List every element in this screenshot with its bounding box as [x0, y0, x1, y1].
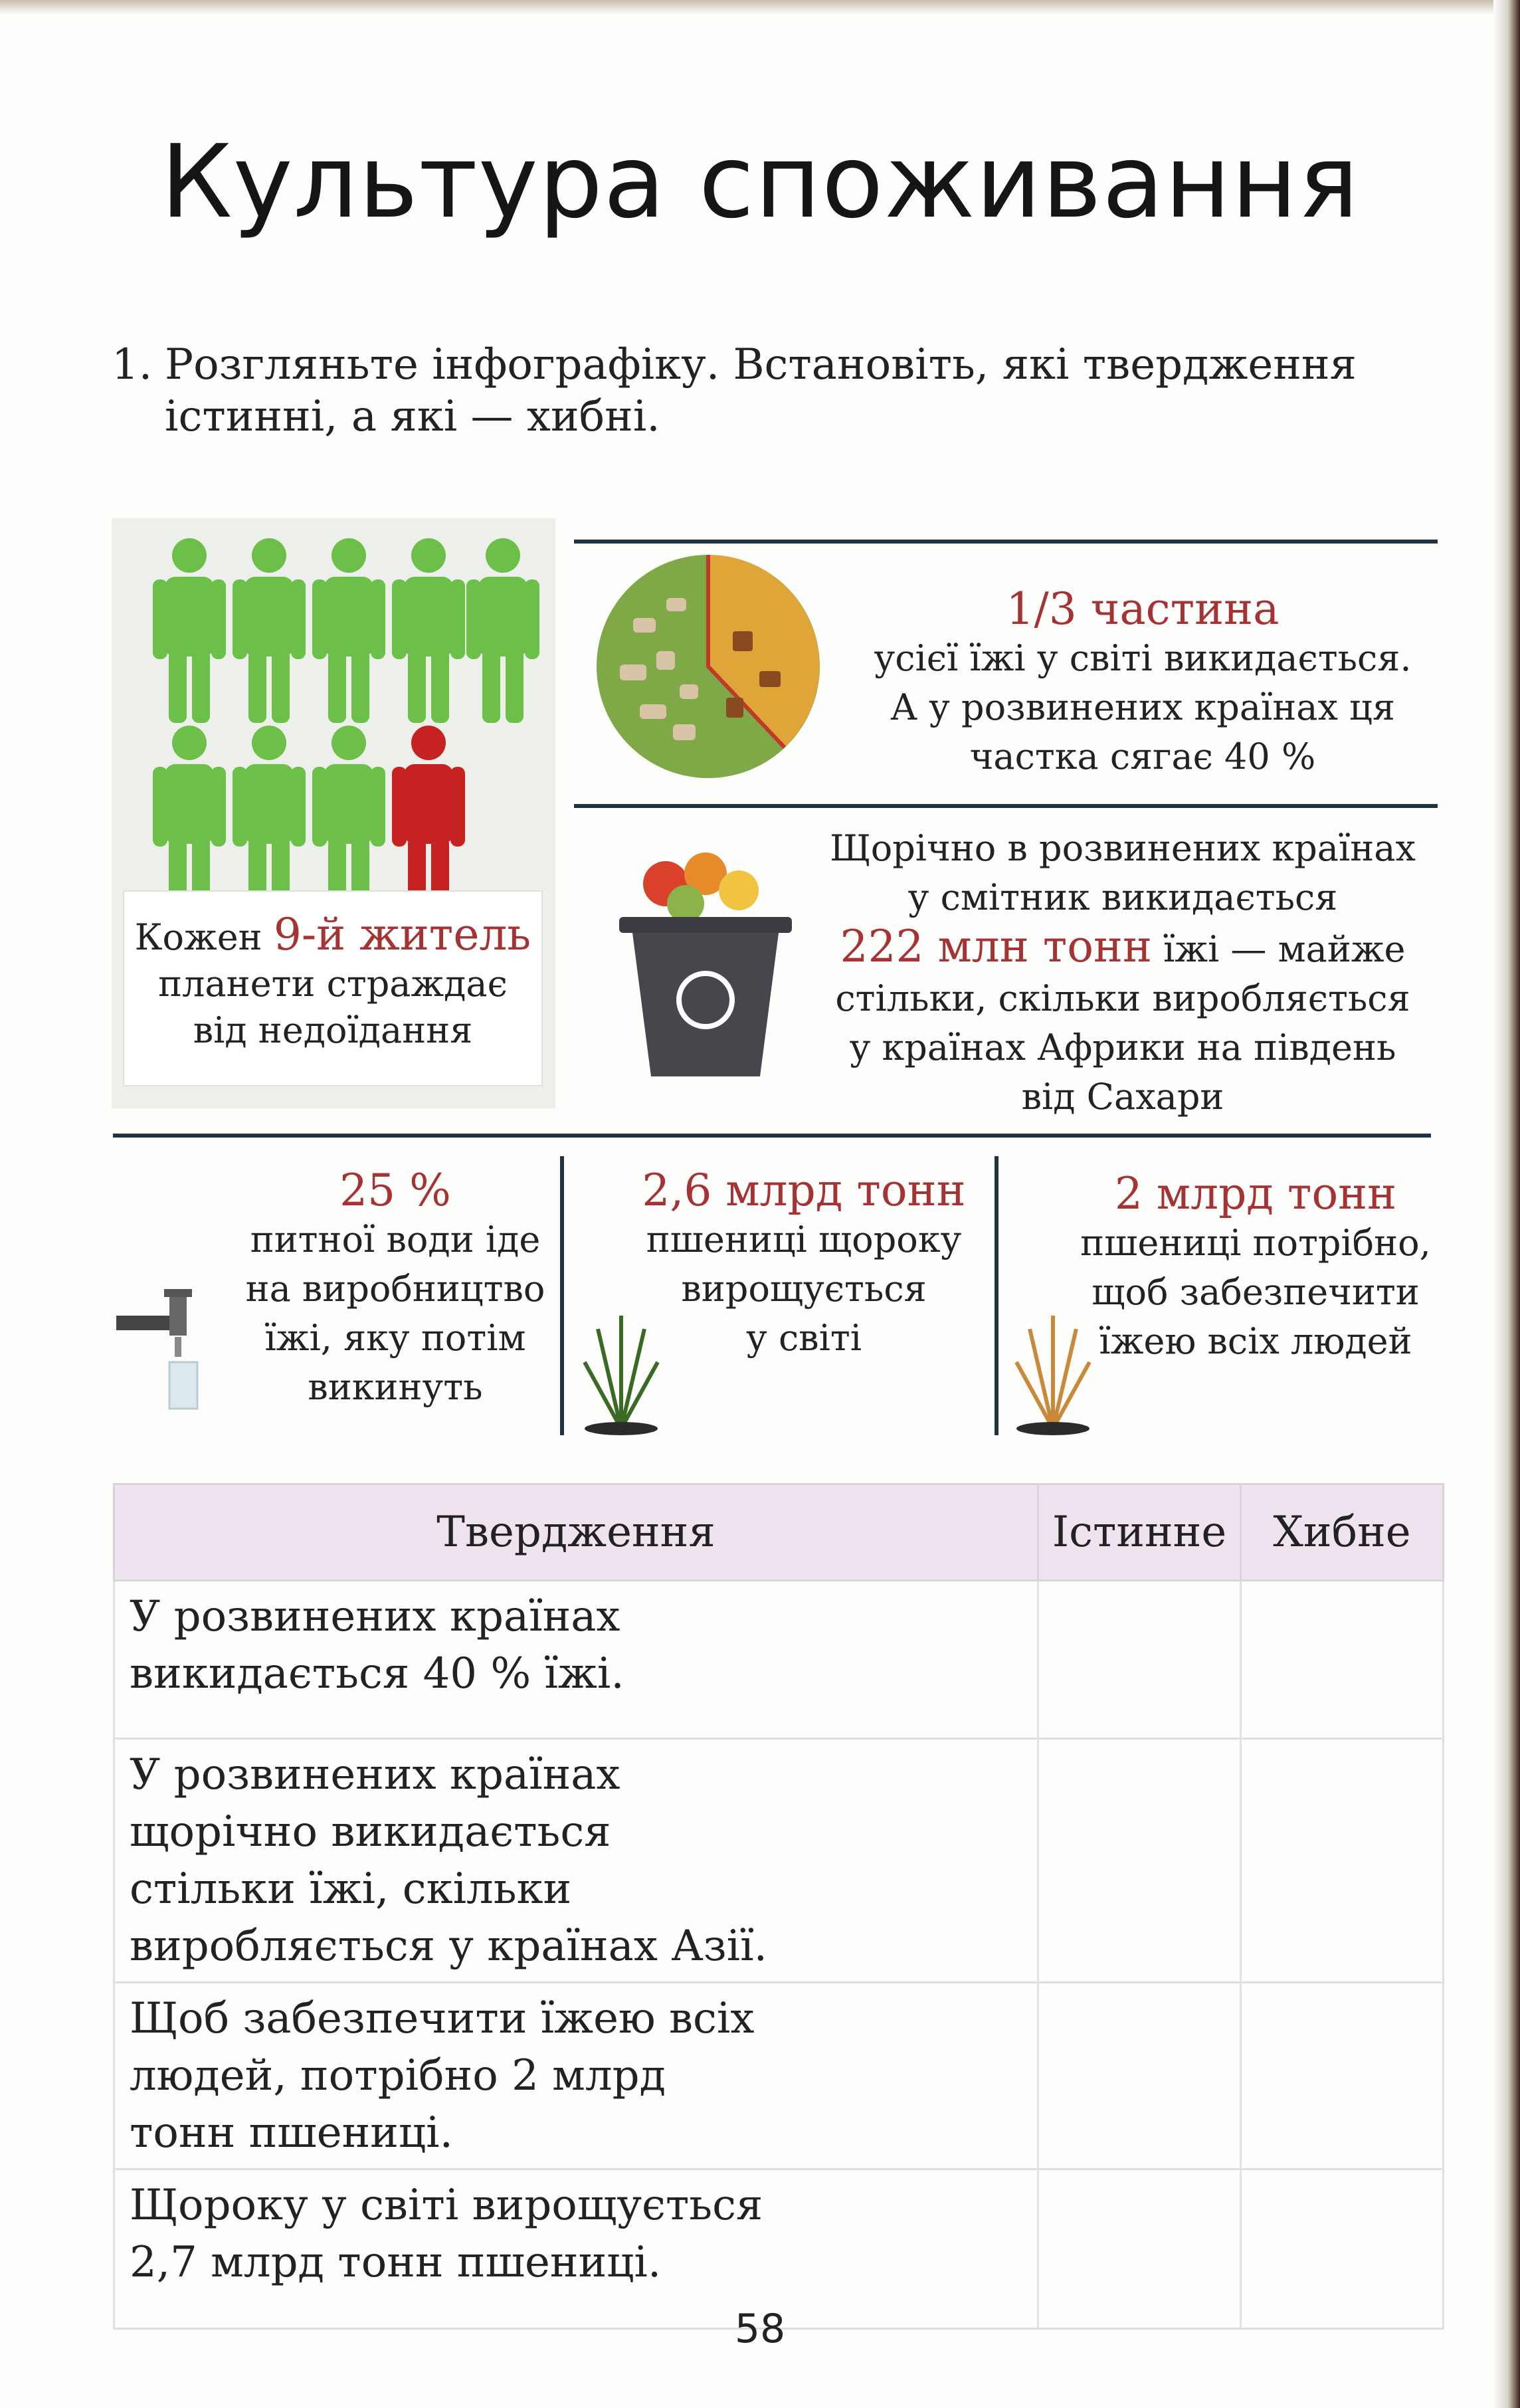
- water-line2: на виробництво: [245, 1268, 545, 1310]
- bin-line4: стільки, скільки виробляється: [835, 977, 1410, 1019]
- table-header-row: [114, 1484, 1444, 1581]
- statements-table: [113, 1483, 1444, 2330]
- table-row: [114, 2169, 1444, 2329]
- bin-line6: від Сахари: [1021, 1076, 1224, 1118]
- table-row: [114, 1581, 1444, 1739]
- divider-top: [574, 540, 1438, 544]
- table-row: [114, 1739, 1444, 1983]
- task-text: Розгляньте інфографіку. Встановіть, які твердження істинні, а які — хибні.: [165, 340, 1357, 441]
- waste-share-line1: усієї їжі у світі викидається.: [874, 637, 1412, 679]
- water-block: [233, 1166, 558, 1412]
- statement-text: У розвинених країнах викидається 40 % їжі.: [114, 1581, 1038, 1739]
- page-number: 58: [734, 2306, 786, 2352]
- bin-line1: Щорічно в розвинених країнах: [830, 827, 1416, 869]
- header-false: Хибне: [1241, 1484, 1444, 1581]
- highlighted-person-icon: [392, 726, 465, 910]
- needed-line1: пшениці потрібно,: [1080, 1222, 1431, 1264]
- waste-share-highlight: 1/3 частина: [1006, 583, 1280, 635]
- waste-share-line2: А у розвинених країнах ця: [890, 686, 1395, 728]
- true-cell[interactable]: [1038, 1581, 1241, 1739]
- false-cell[interactable]: [1241, 2169, 1444, 2329]
- table-row: [114, 1983, 1444, 2169]
- needed-block: [1070, 1169, 1442, 1366]
- true-cell[interactable]: [1038, 2169, 1241, 2329]
- false-cell[interactable]: [1241, 1581, 1444, 1739]
- hunger-highlight: 9-й житель: [273, 909, 531, 960]
- hunger-card: [123, 890, 543, 1086]
- grown-line3: у світі: [746, 1317, 862, 1359]
- false-cell[interactable]: [1241, 1739, 1444, 1983]
- hunger-line2: планети страждає: [158, 963, 508, 1005]
- trash-bin-icon: [613, 844, 799, 1083]
- false-cell[interactable]: [1241, 1983, 1444, 2169]
- divider-lower: [113, 1134, 1431, 1138]
- bin-line3: їжі — майже: [1163, 928, 1406, 970]
- food-plate-icon: [593, 552, 823, 781]
- water-line1: питної води іде: [250, 1219, 541, 1260]
- grown-highlight: 2,6 млрд тонн: [642, 1165, 966, 1216]
- page-top-shadow: [0, 0, 1520, 15]
- true-cell[interactable]: [1038, 1739, 1241, 1983]
- grown-line1: пшениці щороку: [646, 1219, 962, 1260]
- header-statement: Твердження: [114, 1484, 1038, 1581]
- waste-share-block: [850, 585, 1435, 781]
- statement-text: У розвинених країнах щорічно викидається стільки їжі, скільки виробляється у країнах Азії.: [114, 1739, 1038, 1983]
- needed-highlight: 2 млрд тонн: [1114, 1168, 1397, 1219]
- water-highlight: 25 %: [339, 1165, 451, 1216]
- divider-middle: [574, 804, 1438, 808]
- book-spine-edge: [1493, 0, 1520, 2408]
- true-cell[interactable]: [1038, 1983, 1241, 2169]
- bin-line2: у смітник викидається: [907, 876, 1338, 918]
- water-line4: викинуть: [308, 1366, 483, 1408]
- hunger-prefix: Кожен: [134, 916, 262, 958]
- grown-line2: вирощується: [681, 1268, 927, 1310]
- bin-line5: у країнах Африки на південь: [849, 1027, 1396, 1068]
- page-title: Культура споживання: [160, 123, 1360, 241]
- divider-vertical-1: [560, 1156, 564, 1435]
- bin-highlight: 222 млн тонн: [840, 921, 1152, 972]
- task-number: 1.: [112, 340, 153, 389]
- waste-share-line3: частка сягає 40 %: [969, 736, 1316, 777]
- bin-block: [810, 824, 1435, 1122]
- needed-line2: щоб забезпечити: [1092, 1271, 1420, 1313]
- water-tap-icon: [116, 1276, 216, 1415]
- header-true: Істинне: [1038, 1484, 1241, 1581]
- needed-line3: їжею всіх людей: [1099, 1320, 1412, 1362]
- grown-block: [611, 1166, 997, 1363]
- statement-text: Щоб забезпечити їжею всіх людей, потрібно 2 млрд тонн пшениці.: [114, 1983, 1038, 2169]
- water-line3: їжі, яку потім: [264, 1317, 526, 1359]
- people-figures: [112, 518, 555, 917]
- hunger-line3: від недоїдання: [193, 1009, 473, 1051]
- statement-text: Щороку у світі вирощується 2,7 млрд тонн пшениці.: [114, 2169, 1038, 2329]
